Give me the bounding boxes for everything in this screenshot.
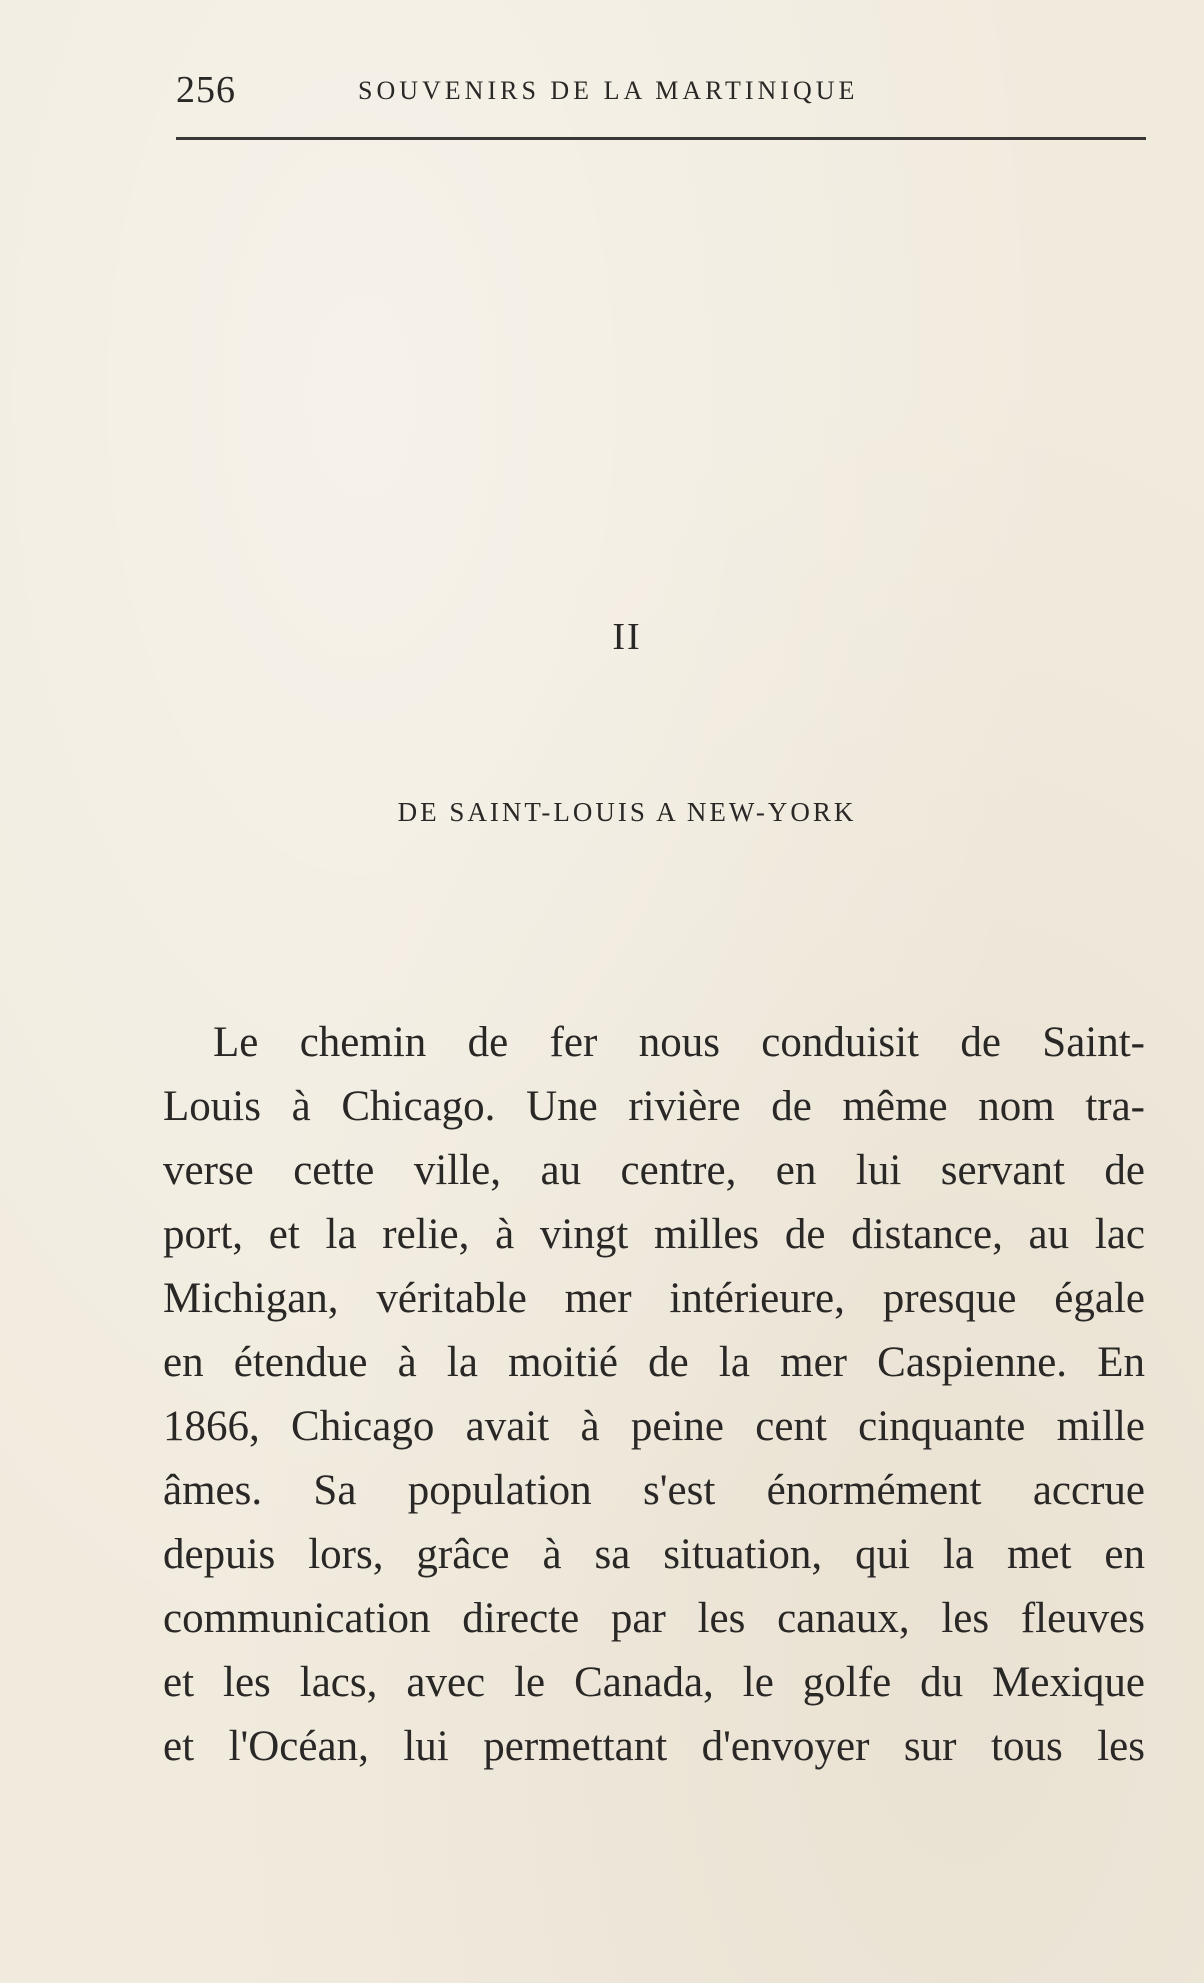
text-line: 1866, Chicago avait à peine cent cinquante mille [163,1403,1145,1450]
header-rule [176,137,1146,140]
text-line: âmes. Sa population s'est énormément accrue [163,1467,1145,1514]
chapter-title: DE SAINT-LOUIS A NEW-YORK [397,797,857,827]
running-title: SOUVENIRS DE LA MARTINIQUE [358,76,859,105]
text-line: Le chemin de fer nous conduisit de Saint- [213,1019,1145,1066]
text-line: en étendue à la moitié de la mer Caspienne. En [163,1339,1145,1386]
text-line: depuis lors, grâce à sa situation, qui la met en [163,1531,1145,1578]
text-line: Louis à Chicago. Une rivière de même nom tra- [163,1083,1145,1130]
text-line: et l'Océan, lui permettant d'envoyer sur tous les [163,1723,1145,1770]
chapter-number: II [612,616,642,658]
text-line: port, et la relie, à vingt milles de distance, au lac [163,1211,1145,1258]
body-paragraph [163,1011,1145,1779]
running-head [176,62,1146,122]
page-number: 256 [176,69,236,111]
text-line: et les lacs, avec le Canada, le golfe du Mexique [163,1659,1145,1706]
text-line: Michigan, véritable mer intérieure, presque égale [163,1275,1145,1322]
text-line: verse cette ville, au centre, en lui servant de [163,1147,1145,1194]
text-line: communication directe par les canaux, les fleuves [163,1595,1145,1642]
